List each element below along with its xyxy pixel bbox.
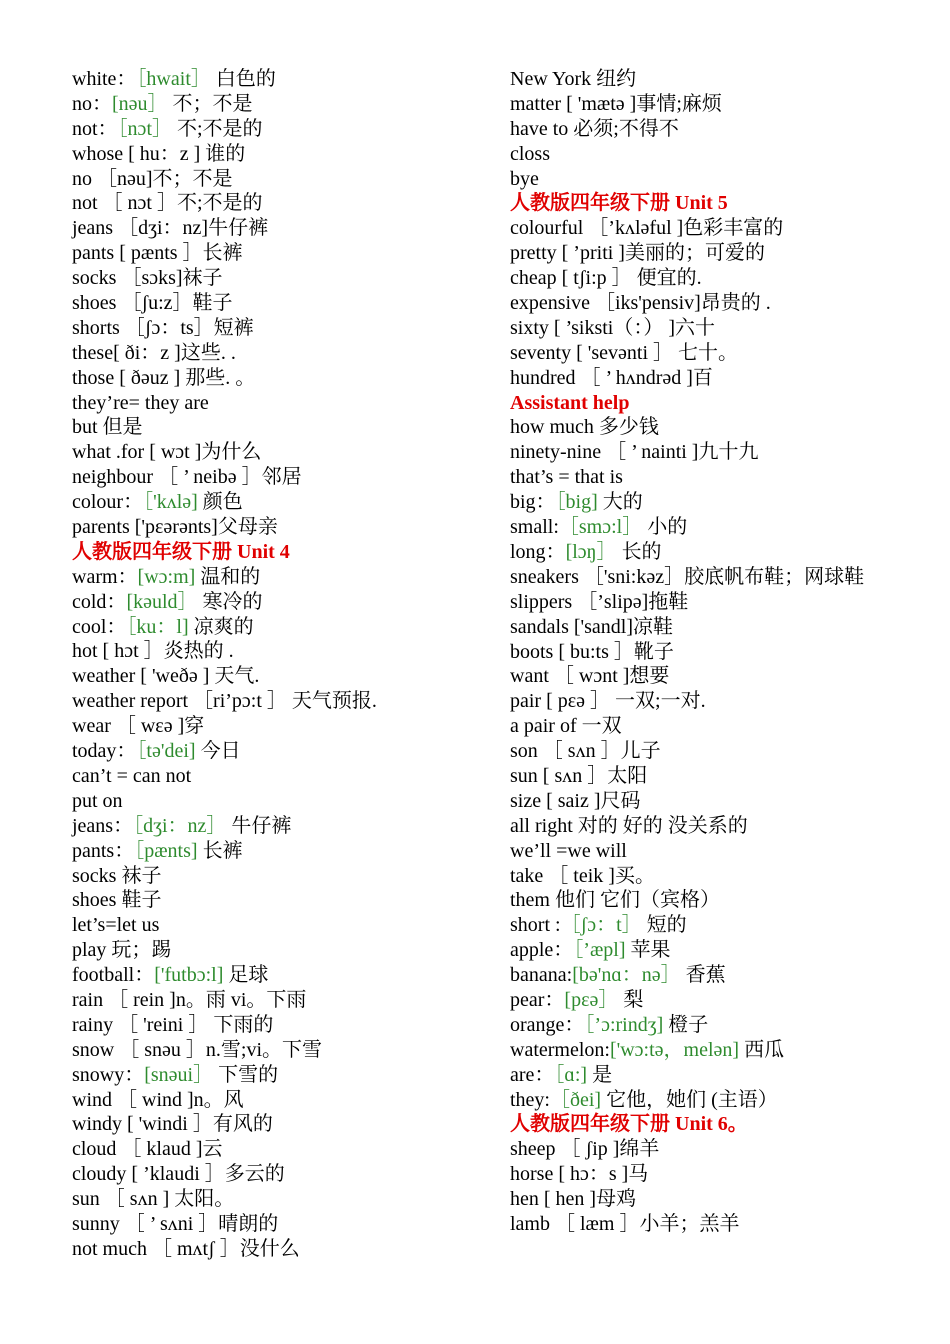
vocab-text: 足球 xyxy=(223,964,269,987)
vocab-line xyxy=(72,1038,492,1063)
vocab-text: rainy ［ 'reini ］ 下雨的 xyxy=(72,1013,274,1036)
vocab-line xyxy=(72,1137,492,1162)
phonetic-text: ［pænts] xyxy=(134,839,198,862)
vocab-line xyxy=(72,664,492,689)
vocab-text: 长裤 xyxy=(197,839,243,862)
vocab-text: jeans： xyxy=(72,814,134,837)
phonetic-text: ［hwait］ xyxy=(136,68,211,90)
vocab-text: seventy [ 'sevənti ］ 七十。 xyxy=(510,341,739,364)
vocab-text: 不;不是的 xyxy=(172,117,263,140)
vocab-text: 苹果 xyxy=(625,939,671,962)
vocab-line xyxy=(510,1212,910,1237)
vocab-line xyxy=(72,714,492,739)
vocab-line xyxy=(72,142,492,167)
vocab-text: can’t = can not xyxy=(72,764,192,787)
vocab-text: sheep ［ ʃip ]绵羊 xyxy=(510,1138,660,1161)
vocab-text: pants [ pænts ］长裤 xyxy=(72,242,243,265)
vocab-text: snow ［ snəu ］n.雪;vi。下雪 xyxy=(72,1038,322,1061)
vocab-line xyxy=(72,739,492,764)
vocab-text: 牛仔裤 xyxy=(226,814,292,837)
vocab-line xyxy=(510,963,910,988)
vocab-text: sandals ['sandl]凉鞋 xyxy=(510,615,674,638)
vocab-line xyxy=(72,291,492,316)
vocab-line xyxy=(510,1137,910,1162)
vocab-text: are： xyxy=(510,1063,555,1086)
vocab-line xyxy=(72,639,492,664)
vocab-line xyxy=(72,341,492,366)
vocab-line xyxy=(72,615,492,640)
vocab-text: sixty [ ’siksti（：） ]六十 xyxy=(510,316,716,339)
vocab-text: pear： xyxy=(510,988,565,1011)
vocab-line xyxy=(510,142,910,167)
vocab-line xyxy=(72,938,492,963)
vocab-text: small: xyxy=(510,516,559,539)
vocab-text: we’ll =we will xyxy=(510,839,627,862)
vocab-text: sunny ［ ’ sʌni ］晴朗的 xyxy=(72,1212,279,1235)
vocab-line xyxy=(72,266,492,291)
phonetic-text: [lɔŋ］ xyxy=(565,540,617,563)
vocab-text: boots [ bu:ts ］靴子 xyxy=(510,640,674,663)
vocab-line xyxy=(510,988,910,1013)
vocab-text: sun [ sʌn ］太阳 xyxy=(510,764,648,787)
heading-text: 人教版四年级下册 Unit 5 xyxy=(510,192,728,215)
vocab-line xyxy=(72,913,492,938)
vocab-text: cool： xyxy=(72,615,127,638)
phonetic-text: ［smɔ:l］ xyxy=(558,516,643,539)
vocab-text: ninety-nine ［ ’ nainti ]九十九 xyxy=(510,441,759,464)
vocab-line xyxy=(510,590,910,615)
vocab-text: 凉爽的 xyxy=(188,615,254,638)
vocab-line xyxy=(510,689,910,714)
vocab-text: take ［ teik ]买。 xyxy=(510,864,655,887)
vocab-text: that’s = that is xyxy=(510,466,623,489)
vocab-text: horse [ hɔ：s ]马 xyxy=(510,1163,649,1186)
vocab-line xyxy=(72,1237,492,1262)
vocab-text: sun ［ sʌn ] 太阳。 xyxy=(72,1188,235,1211)
vocab-line xyxy=(510,117,910,142)
phonetic-text: ［'kʌlə] xyxy=(143,491,198,514)
vocab-line xyxy=(72,241,492,266)
phonetic-text: ［tə'dei] xyxy=(136,740,196,763)
vocab-line xyxy=(72,191,492,216)
vocab-text: 香蕉 xyxy=(680,964,726,987)
vocab-text: 寒冷的 xyxy=(197,590,263,613)
vocab-text: 温和的 xyxy=(195,565,261,588)
vocab-text: hundred ［ ’ hʌndrəd ]百 xyxy=(510,366,713,389)
vocab-text: these[ ði：z ]这些. . xyxy=(72,341,236,364)
vocab-text: but 但是 xyxy=(72,416,143,439)
vocab-text: how much 多少钱 xyxy=(510,416,659,439)
vocab-text: pair [ pεə ］ 一双;一对. xyxy=(510,690,706,713)
vocab-text: colourful ［’kʌləful ]色彩丰富的 xyxy=(510,217,784,240)
vocab-line xyxy=(72,839,492,864)
vocab-text: long： xyxy=(510,540,566,563)
vocab-line xyxy=(510,839,910,864)
vocab-text: pretty [ ’priti ]美丽的；可爱的 xyxy=(510,242,765,265)
phonetic-text: [snəui］ xyxy=(144,1063,214,1086)
vocab-text: wear ［ wεə ]穿 xyxy=(72,715,205,738)
phonetic-text: ［nɔt］ xyxy=(117,117,172,140)
vocab-line xyxy=(72,963,492,988)
vocab-text: socks ［sɔks]袜子 xyxy=(72,267,223,290)
vocab-text: slippers ［’slipə]拖鞋 xyxy=(510,590,689,613)
section-heading xyxy=(510,391,910,416)
vocab-line xyxy=(510,913,910,938)
vocab-text: have to 必须;不得不 xyxy=(510,117,679,140)
vocab-text: 长的 xyxy=(616,540,662,563)
vocab-line xyxy=(72,490,492,515)
vocab-line xyxy=(72,565,492,590)
vocab-text: 橙子 xyxy=(663,1013,709,1036)
vocab-text: big： xyxy=(510,491,556,514)
vocab-line xyxy=(72,1212,492,1237)
vocab-text: apple： xyxy=(510,939,574,962)
vocab-text: all right 对的 好的 没关系的 xyxy=(510,814,748,837)
vocab-text: shoes ［ʃu:z］鞋子 xyxy=(72,292,233,315)
vocab-text: 白色的 xyxy=(210,68,276,90)
vocab-text: a pair of 一双 xyxy=(510,715,622,738)
vocab-line xyxy=(510,888,910,913)
vocab-line xyxy=(72,1112,492,1137)
vocab-text: colour： xyxy=(72,491,144,514)
vocab-text: 短的 xyxy=(641,914,687,937)
phonetic-text: ［ðei] xyxy=(550,1088,602,1111)
vocab-text: not ［ nɔt ］不;不是的 xyxy=(72,192,263,215)
vocab-line xyxy=(510,341,910,366)
vocab-text: 小的 xyxy=(642,516,688,539)
vocab-line xyxy=(510,615,910,640)
vocab-text: weather report ［ri’pɔ:t ］ 天气预报. xyxy=(72,690,377,713)
vocab-line xyxy=(72,366,492,391)
phonetic-text: [pεə］ xyxy=(564,988,619,1011)
vocab-line xyxy=(72,167,492,192)
vocab-text: shorts ［ʃɔ：ts］短裤 xyxy=(72,316,254,339)
vocab-line xyxy=(510,938,910,963)
vocab-line xyxy=(510,1088,910,1113)
vocab-text: shoes 鞋子 xyxy=(72,889,162,912)
vocab-line xyxy=(72,465,492,490)
vocab-text: pants： xyxy=(72,839,135,862)
vocab-text: closs xyxy=(510,142,550,165)
vocab-line xyxy=(72,67,492,92)
phonetic-text: ['futbɔ:l] xyxy=(154,964,224,987)
vocab-line xyxy=(510,714,910,739)
phonetic-text: [kəuld］ xyxy=(126,590,198,613)
vocab-line xyxy=(510,1063,910,1088)
vocab-line xyxy=(510,789,910,814)
vocab-line xyxy=(72,216,492,241)
vocab-text: put on xyxy=(72,789,123,812)
vocab-text: no ［nəu]不；不是 xyxy=(72,167,233,190)
vocab-text: windy [ 'windi ］有风的 xyxy=(72,1113,273,1136)
vocab-line xyxy=(510,241,910,266)
vocab-line xyxy=(72,391,492,416)
vocab-text: matter [ 'mætə ]事情;麻烦 xyxy=(510,92,722,115)
heading-text: Assistant help xyxy=(510,391,630,414)
vocab-text: them 他们 它们（宾格） xyxy=(510,889,720,912)
vocab-text: warm： xyxy=(72,565,138,588)
vocab-text: 梨 xyxy=(618,988,644,1011)
vocab-text: watermelon: xyxy=(510,1038,610,1061)
vocab-text: today： xyxy=(72,740,137,763)
vocab-text: 下雪的 xyxy=(213,1063,279,1086)
heading-text: 人教版四年级下册 Unit 6。 xyxy=(510,1113,748,1136)
vocab-text: 今日 xyxy=(195,740,241,763)
phonetic-text: ［’æpl] xyxy=(573,939,626,962)
heading-text: 人教版四年级下册 Unit 4 xyxy=(72,540,290,563)
vocab-text: play 玩；踢 xyxy=(72,939,172,962)
vocab-line xyxy=(510,1038,910,1063)
vocab-text: let’s=let us xyxy=(72,914,160,937)
vocab-text: cold： xyxy=(72,590,127,613)
vocab-text: not much ［ mʌtʃ ］没什么 xyxy=(72,1237,300,1260)
vocab-line xyxy=(510,216,910,241)
vocab-text: football： xyxy=(72,964,155,987)
vocab-text: what .for [ wɔt ]为什么 xyxy=(72,441,262,464)
vocab-text: jeans ［dʒi：nz]牛仔裤 xyxy=(72,217,269,240)
vocab-line xyxy=(72,440,492,465)
vocab-text: whose [ hu：z ] 谁的 xyxy=(72,142,246,165)
vocab-text: size [ saiz ]尺码 xyxy=(510,789,641,812)
left-column xyxy=(72,67,492,1262)
vocab-text: sneakers ［'sni:kəz］胶底帆布鞋；网球鞋 xyxy=(510,565,865,588)
vocab-text: socks 袜子 xyxy=(72,864,162,887)
vocab-line xyxy=(72,515,492,540)
vocab-line xyxy=(72,764,492,789)
vocab-text: 西瓜 xyxy=(739,1038,785,1061)
vocab-line xyxy=(510,415,910,440)
vocab-line xyxy=(510,490,910,515)
vocab-line xyxy=(510,440,910,465)
vocab-line xyxy=(510,764,910,789)
vocab-text: rain ［ rein ]n。雨 vi。下雨 xyxy=(72,988,307,1011)
vocab-text: 它他，她们 (主语） xyxy=(601,1088,778,1111)
vocab-line xyxy=(510,540,910,565)
vocab-line xyxy=(510,465,910,490)
vocab-text: hot [ hɔt ］炎热的 . xyxy=(72,640,234,663)
vocab-text: not： xyxy=(72,117,118,140)
vocab-text: son ［ sʌn ］儿子 xyxy=(510,740,661,763)
phonetic-text: ［dʒi：nz］ xyxy=(133,814,227,837)
vocab-line xyxy=(72,888,492,913)
phonetic-text: ［’ɔ:rindʒ] xyxy=(584,1013,664,1036)
vocab-line xyxy=(72,1162,492,1187)
vocab-line xyxy=(510,1187,910,1212)
vocab-line xyxy=(72,92,492,117)
vocab-line xyxy=(510,640,910,665)
phonetic-text: ［big] xyxy=(555,491,598,514)
vocab-line xyxy=(72,988,492,1013)
vocab-line xyxy=(510,864,910,889)
section-heading xyxy=(510,1112,910,1137)
vocab-line xyxy=(510,664,910,689)
vocab-line xyxy=(510,565,905,590)
section-heading xyxy=(510,191,910,216)
vocab-line xyxy=(510,739,910,764)
phonetic-text: ［ʃɔ：t］ xyxy=(560,914,642,937)
vocab-text: parents ['pεərənts]父母亲 xyxy=(72,516,278,539)
vocab-text: bye xyxy=(510,167,539,190)
vocab-line xyxy=(72,1063,492,1088)
vocab-line xyxy=(72,1013,492,1038)
vocab-text: banana: xyxy=(510,964,573,987)
vocab-line xyxy=(510,67,910,92)
phonetic-text: [nəu］ xyxy=(112,92,168,115)
vocab-line xyxy=(510,291,910,316)
vocab-line xyxy=(72,590,492,615)
vocab-text: cloudy [ ’klaudi ］多云的 xyxy=(72,1163,285,1186)
vocab-text: neighbour ［ ’ neibə ］邻居 xyxy=(72,466,302,489)
vocab-text: those [ ðəuz ] 那些. 。 xyxy=(72,366,256,389)
vocab-text: 不；不是 xyxy=(167,92,253,115)
vocab-text: white： xyxy=(72,68,137,90)
vocab-text: hen [ hen ]母鸡 xyxy=(510,1188,637,1211)
vocab-line xyxy=(510,515,910,540)
vocab-text: expensive ［iks'pensiv]昂贵的 . xyxy=(510,292,771,315)
vocab-text: lamb ［ læm ］小羊；羔羊 xyxy=(510,1212,740,1235)
vocab-line xyxy=(72,1088,492,1113)
vocab-line xyxy=(72,789,492,814)
phonetic-text: [bə'nɑ：nə］ xyxy=(572,964,681,987)
section-heading xyxy=(72,540,492,565)
vocab-line xyxy=(72,689,492,714)
vocab-text: cheap [ tʃi:p ］ 便宜的. xyxy=(510,267,702,290)
vocab-text: want ［ wɔnt ]想要 xyxy=(510,665,670,688)
vocab-line xyxy=(510,266,910,291)
phonetic-text: ['wɔ:tə，melən] xyxy=(609,1038,740,1061)
vocab-line xyxy=(510,366,910,391)
vocab-line xyxy=(72,117,492,142)
phonetic-text: ［ɑ:] xyxy=(554,1063,588,1086)
phonetic-text: [wɔ:m] xyxy=(137,565,196,588)
vocab-text: weather [ 'weðə ] 天气. xyxy=(72,665,260,688)
vocab-line xyxy=(510,1013,910,1038)
vocab-line xyxy=(72,814,492,839)
vocab-line xyxy=(72,316,492,341)
vocab-text: New York 纽约 xyxy=(510,68,637,90)
vocab-line xyxy=(510,814,910,839)
vocab-line xyxy=(72,1187,492,1212)
vocab-line xyxy=(72,415,492,440)
vocab-text: orange： xyxy=(510,1013,585,1036)
vocab-text: wind ［ wind ]n。风 xyxy=(72,1088,244,1111)
vocab-text: they: xyxy=(510,1088,550,1111)
vocab-text: 颜色 xyxy=(197,491,243,514)
vocab-text: they’re= they are xyxy=(72,391,209,414)
vocab-text: snowy： xyxy=(72,1063,145,1086)
vocab-line xyxy=(510,1162,910,1187)
vocab-text: 大的 xyxy=(597,491,643,514)
vocab-text: 是 xyxy=(587,1063,613,1086)
vocab-line xyxy=(72,864,492,889)
vocab-line xyxy=(510,167,910,192)
vocab-line xyxy=(510,316,910,341)
right-column xyxy=(510,67,910,1237)
vocab-text: cloud ［ klaud ]云 xyxy=(72,1138,223,1161)
phonetic-text: ［ku：l] xyxy=(126,615,189,638)
vocab-line xyxy=(510,92,910,117)
vocab-text: no： xyxy=(72,92,112,115)
vocab-text: short : xyxy=(510,914,561,937)
